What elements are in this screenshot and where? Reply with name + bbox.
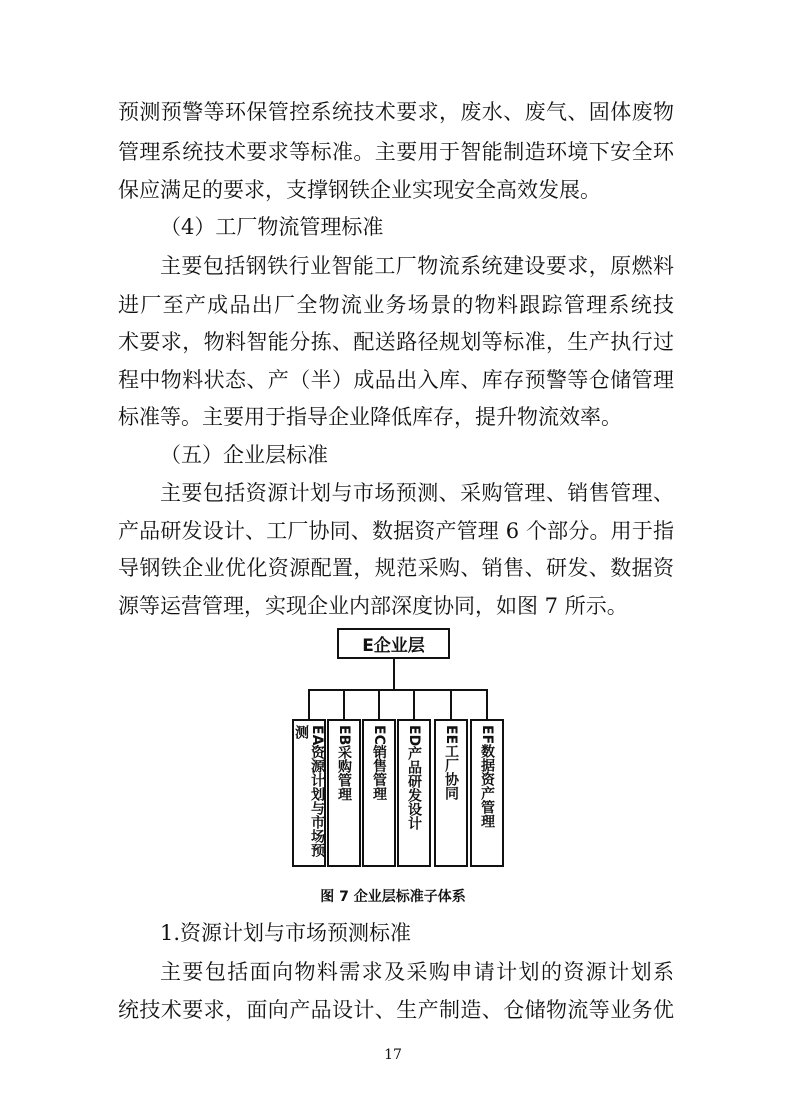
text-line: 产品研发设计、工厂协同、数据资产管理 6 个部分。用于指 [118, 519, 674, 543]
connector-line [378, 689, 380, 720]
text-line: 保应满足的要求，支撑钢铁企业实现安全高效发展。 [118, 178, 601, 202]
text-line: 主要包括面向物料需求及采购申请计划的资源计划系 [160, 960, 674, 984]
connector-line [393, 659, 395, 690]
diagram-child-box [362, 719, 396, 867]
diagram-child-label: EE工厂协同 [443, 725, 459, 801]
text-line: 源等运营管理，实现企业内部深度协同，如图 7 所示。 [118, 594, 628, 618]
text-line: 管理系统技术要求等标准。主要用于智能制造环境下安全环 [118, 140, 674, 164]
text-line: 术要求，物料智能分拣、配送路径规划等标准，生产执行过 [118, 330, 674, 354]
diagram-child-label: ED产品研发设计 [406, 725, 422, 831]
text-line: 标准等。主要用于指导企业降低库存，提升物流效率。 [118, 405, 622, 429]
diagram-child-box [434, 719, 468, 867]
connector-line [308, 689, 488, 691]
text-line: 主要包括资源计划与市场预测、采购管理、销售管理、 [160, 481, 674, 505]
section-heading: （4）工厂物流管理标准 [160, 215, 384, 239]
section-heading: （五）企业层标准 [160, 443, 328, 467]
diagram-child-box [397, 719, 431, 867]
connector-line [450, 689, 452, 720]
text-line: 统技术要求，面向产品设计、生产制造、仓储物流等业务优 [118, 998, 674, 1022]
figure-caption: 图 7 企业层标准子体系 [320, 889, 466, 905]
diagram-child-box [470, 719, 504, 867]
connector-line [308, 689, 310, 720]
text-line: 程中物料状态、产（半）成品出入库、库存预警等仓储管理 [118, 368, 674, 392]
diagram-child-label: EC销售管理 [371, 725, 387, 801]
text-line: 主要包括钢铁行业智能工厂物流系统建设要求，原燃料 [160, 254, 674, 278]
diagram-child-label: EB采购管理 [336, 725, 352, 802]
connector-line [343, 689, 345, 720]
text-line: 导钢铁企业优化资源配置，规范采购、销售、研发、数据资 [118, 556, 674, 580]
section-heading: 1.资源计划与市场预测标准 [160, 921, 412, 945]
diagram-child-box [292, 719, 326, 867]
diagram-child-label: EA资源计划与市场预测 [293, 725, 325, 858]
text-line: 预测预警等环保管控系统技术要求，废水、废气、固体废物 [118, 100, 674, 124]
connector-line [413, 689, 415, 720]
diagram-root-box: E企业层 [337, 628, 450, 659]
connector-line [486, 689, 488, 720]
diagram-child-box [327, 719, 361, 867]
diagram-child-label: EF数据资产管理 [479, 725, 495, 829]
text-line: 进厂至产成品出厂全物流业务场景的物料跟踪管理系统技 [118, 293, 674, 317]
page-number: 17 [384, 1047, 402, 1063]
